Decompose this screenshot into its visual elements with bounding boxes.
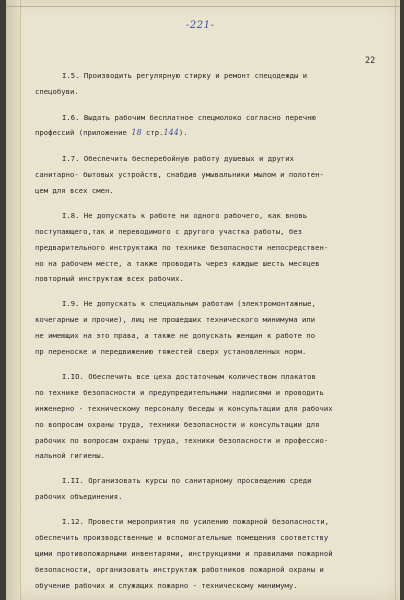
text-line: I.IO. Обеспечить все цеха достаточным количеством плакатов	[62, 372, 316, 381]
text-line: не имеющих на это права, а также не допускать женщин к работе по	[35, 331, 316, 340]
handwritten-page-ref: 144	[163, 128, 179, 137]
handwritten-page-number: -221-	[186, 20, 215, 31]
text-line: санитарно- бытовых устройств, снабдив умывальники мылом и полотен-	[35, 170, 324, 179]
text-line: кочегарные и прочие), лиц не прошедших технического минимума или	[35, 315, 316, 324]
text-line: но на рабочем месте, а также проводить через каждые шесть месяцев	[35, 259, 320, 268]
text-line: I.6. Выдать рабочим бесплатное спецмолоко согласно перечню	[62, 113, 316, 122]
text-line: предварительного инструктажа по технике безопасности непосредствен-	[35, 243, 329, 252]
text-line: рабочих объединения.	[35, 492, 123, 501]
handwritten-appendix-number: 18	[131, 128, 142, 137]
text-line: I.II. Организовать курсы по санитарному просвещению среди	[62, 476, 312, 485]
text-line: щими противопожарными инвентарями, инструкциями и правилами пожарной	[35, 549, 333, 558]
text-line: I.5. Производить регулярную стирку и ремонт спецодежды и	[62, 71, 308, 80]
text-line	[35, 129, 188, 137]
text-line: I.12. Провести мероприятия по усилению пожарной безопасности,	[62, 517, 330, 526]
page-binding-edge	[6, 0, 21, 600]
text-line: спецобуви.	[35, 87, 79, 96]
text-line: по технике безопасности и предупредительными надписями и проводить	[35, 388, 324, 397]
text-line: безопасности, организовать инструктаж работников пожарной охраны и	[35, 565, 324, 574]
text-line: поступающего,так и переводимого с другого участка работы, без	[35, 227, 303, 236]
text-line: обеспечить производственные и вспомогательные помещения соответству	[35, 533, 329, 542]
text-fragment: ).	[178, 128, 188, 137]
text-line: I.9. Не допускать к специальным работам (электромонтажные,	[62, 299, 316, 308]
text-line: инженерно - техническому персоналу беседы и консультации для рабочих	[35, 404, 333, 413]
text-line: I.8. Не допускать к работе ни одного рабочего, как вновь	[62, 211, 308, 220]
text-line: пр переноске и передвижению тяжестей сверх установленных норм.	[35, 347, 307, 356]
text-line: по вопросам охраны труда, техники безопасности и консультации для	[35, 420, 320, 429]
top-edge-line	[6, 6, 400, 7]
text-line: рабочих по вопросам охраны труда, техники безопасности и профессио-	[35, 436, 329, 445]
right-edge-line	[395, 0, 396, 600]
text-line: цем для всех смен.	[35, 186, 114, 195]
page-number: 22	[365, 56, 376, 66]
text-fragment: стр.	[141, 128, 164, 137]
text-fragment: профессий (приложение	[35, 128, 127, 137]
text-line: I.7. Обеспечить бесперебойную работу душевых и других	[62, 154, 294, 163]
text-line: нальной гигиены.	[35, 451, 106, 460]
text-line: обучение рабочих и служащих пожарно - техническому минимуму.	[35, 581, 298, 590]
text-line: повторный инструктаж всех рабочих.	[35, 274, 184, 283]
